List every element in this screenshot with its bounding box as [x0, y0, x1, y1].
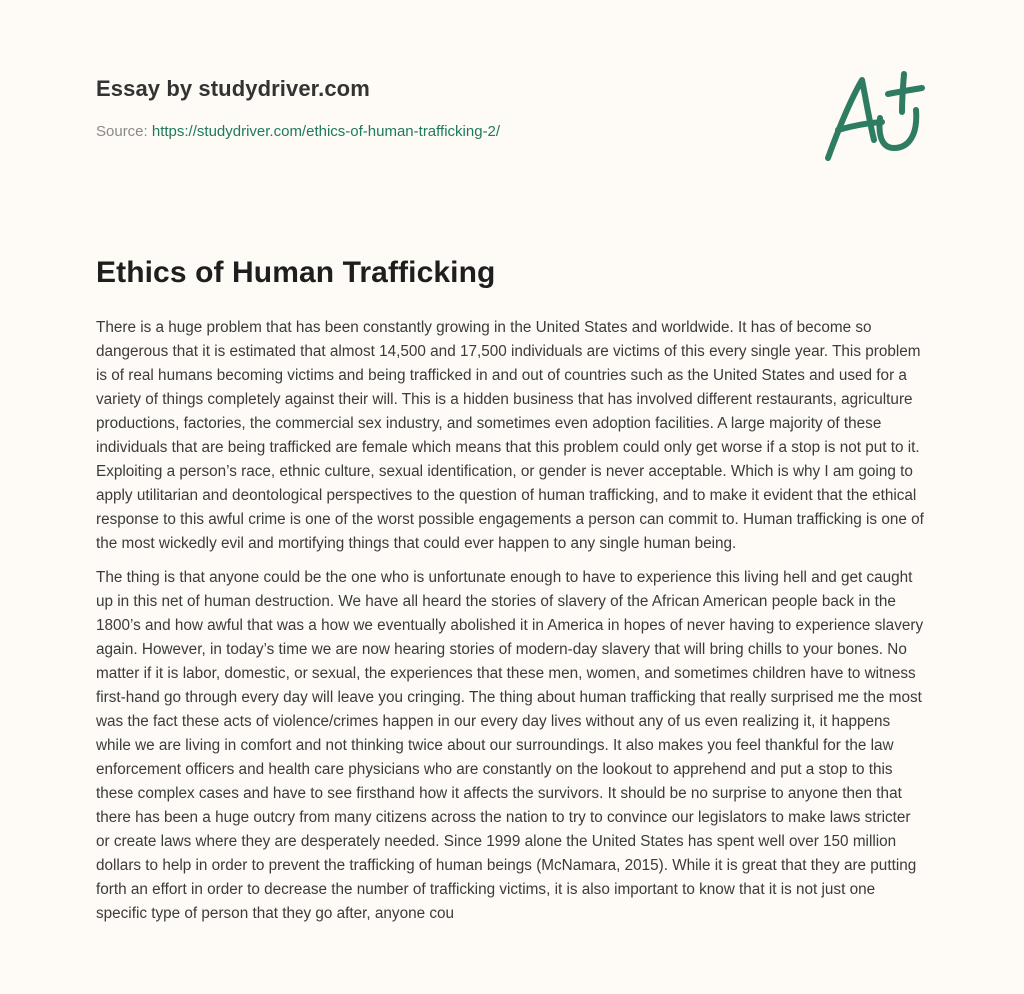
source-link[interactable]: https://studydriver.com/ethics-of-human-trafficking-2/ — [151, 123, 501, 140]
essay-body — [96, 316, 928, 936]
source-line — [96, 123, 500, 140]
a-plus-grade-icon — [822, 66, 928, 166]
essay-paragraph: There is a huge problem that has been constantly growing in the United States and worldwide. It has of become so dangerous that it is estimated that almost 14,500 and 17,500 individuals are victims of this every single year. This problem is of real humans becoming victims and being trafficked in and out of countries such as the United States and used for a variety of things completely against their will. This is a hidden business that has involved different restaurants, agriculture productions, factories, the commercial sex industry, and sometimes even adoption facilities. A large majority of these individuals that are being trafficked are female which means that this problem could only get worse if a stop is not put to it. Exploiting a person’s race, ethnic culture, sexual identification, or gender is never acceptable. Which is why I am going to apply utilitarian and deontological perspectives to the question of human trafficking, and to make it evident that the ethical response to this awful crime is one of the worst possible engagements a person can commit to. Human trafficking is one of the most wickedly evil and mortifying things that could ever happen to any single human being. — [96, 319, 924, 552]
essay-page — [96, 0, 928, 922]
source-label: Source: — [96, 123, 148, 140]
page-header — [96, 0, 928, 170]
site-title: Essay by studydriver.com — [96, 76, 370, 101]
essay-paragraph: The thing is that anyone could be the one who is unfortunate enough to have to experience this living hell and get caught up in this net of human destruction. We have all heard the stories of slavery of the African American people back in the 1800’s and how awful that was a how we eventually abolished it in America in hopes of never having to experience slavery again. However, in today’s time we are now hearing stories of modern-day slavery that will bring chills to your bones. No matter if it is labor, domestic, or sexual, the experiences that these men, women, and sometimes children have to witness first-hand go through every day will leave you cringing. The thing about human trafficking that really surprised me the most was the fact these acts of violence/crimes happen in our every day lives without any of us even realizing it, it happens while we are living in comfort and not thinking twice about our surroundings. It also makes you feel thankful for the law enforcement officers and health care physicians who are constantly on the lookout to apprehend and put a stop to this these complex cases and have to see firsthand how it affects the survivors. It should be no surprise to anyone then that there has been a huge outcry from many citizens across the nation to try to convince our legislators to make laws stricter or create laws where they are desperately needed. Since 1999 alone the United States has spent well over 150 million dollars to help in order to prevent the trafficking of human beings (McNamara, 2015). While it is great that they are putting forth an effort in order to decrease the number of trafficking victims, it is also important to know that it is not just one specific type of person that they go after, anyone cou — [96, 569, 924, 922]
essay-title: Ethics of Human Trafficking — [96, 256, 496, 289]
